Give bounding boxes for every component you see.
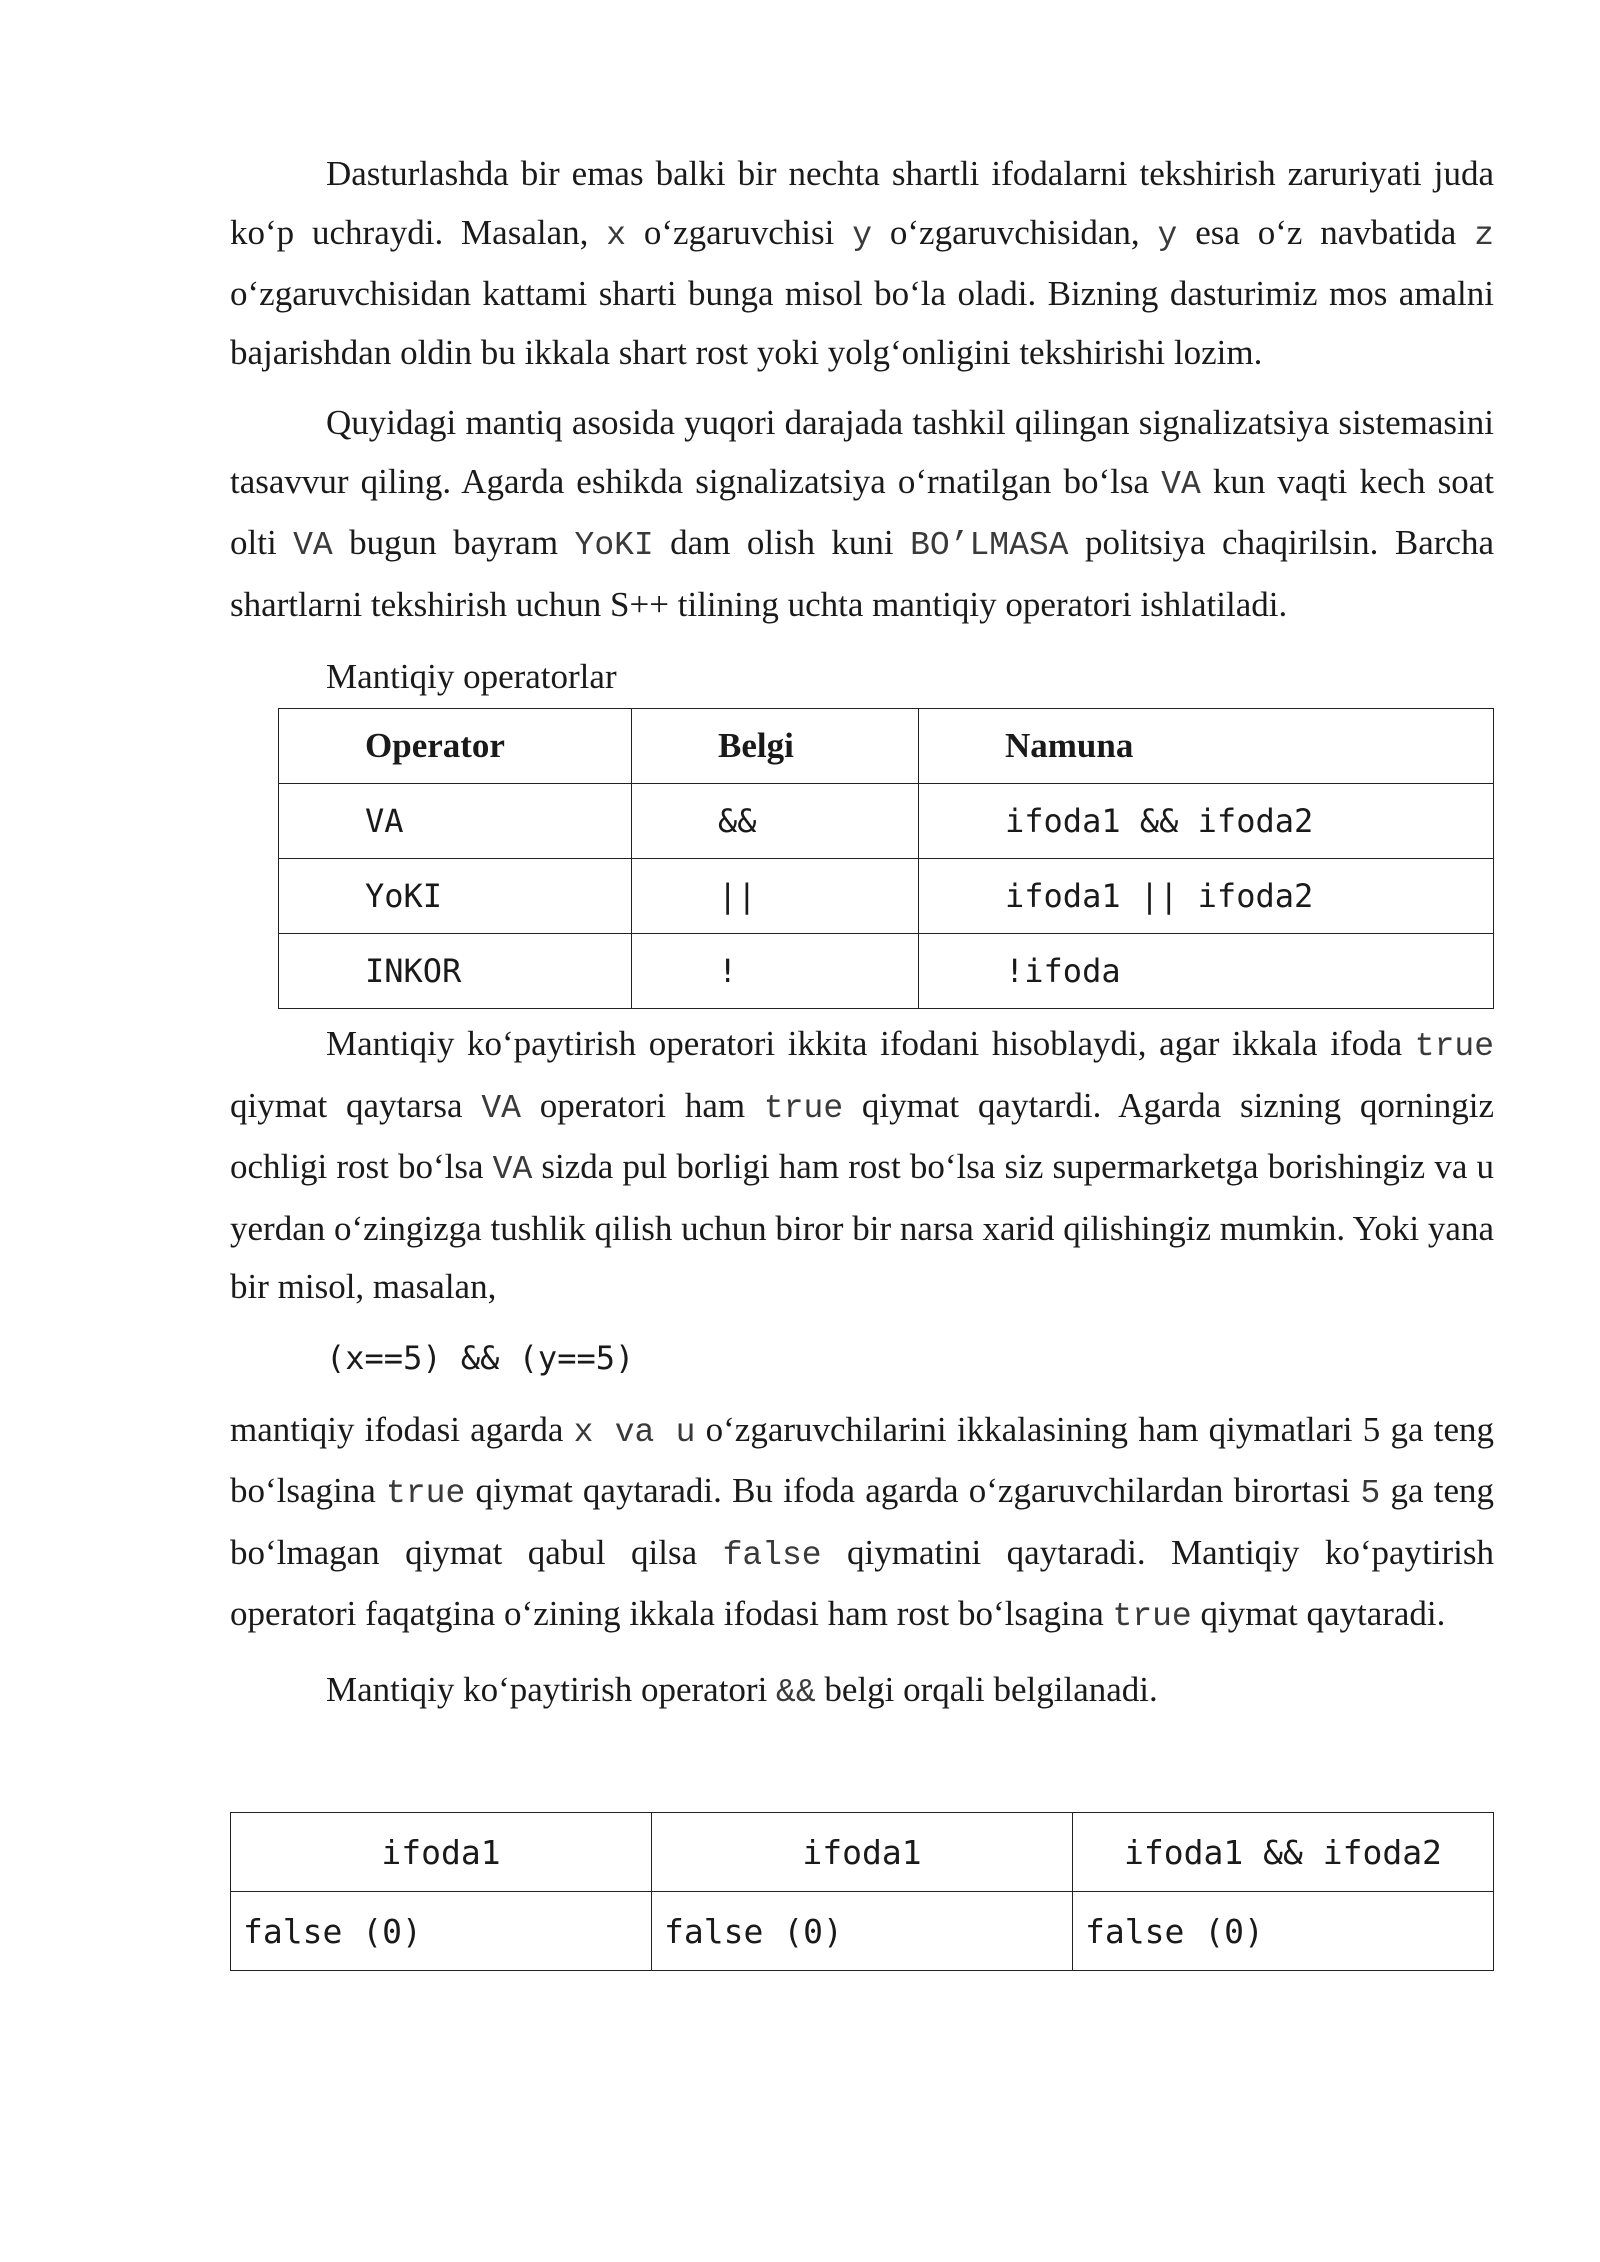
inline-code: true: [1112, 1598, 1192, 1635]
paragraph-alarm-example: [230, 394, 1494, 634]
text-run: Mantiqiy ko‘paytirish operatori: [326, 1669, 777, 1709]
inline-code: VA: [481, 1089, 521, 1127]
paragraph-and-symbol: [230, 1661, 1494, 1723]
inline-code: true: [763, 1089, 844, 1127]
table-header-cell: ifoda1 && ifoda2: [1073, 1813, 1494, 1892]
text-run: qiymat qaytaradi.: [1191, 1594, 1446, 1633]
inline-code: VA: [492, 1151, 533, 1188]
paragraph-and-operator: [230, 1015, 1494, 1317]
code-example: (x==5) && (y==5): [326, 1338, 635, 1377]
table-header-row: [279, 709, 1494, 784]
table-cell: YoKI: [279, 859, 632, 934]
text-run: qiymat qaytardi. Agarda sizning qorningiz ochligi rost bo‘lsa: [230, 1085, 1494, 1186]
table-cell: ifoda1 && ifoda2: [919, 784, 1494, 859]
table-cell: &&: [632, 784, 919, 859]
text-run: o‘zgaruvchisidan kattami sharti bunga misol bo‘la oladi. Bizning dasturimiz mos amalni bajarishdan oldin bu ikkala shart rost yoki yolg‘onligini tekshirishi lozim.: [230, 274, 1494, 372]
inline-code: x va u: [573, 1413, 696, 1451]
document-page: [230, 145, 1494, 1971]
table-cell: !ifoda: [919, 934, 1494, 1009]
inline-code: false: [722, 1536, 822, 1574]
text-run: ga teng bo‘lmagan qiymat qabul qilsa: [230, 1471, 1495, 1572]
text-run: o‘zgaruvchisi: [626, 212, 853, 252]
text-run: Dasturlashda bir emas balki bir nechta shartli ifodalarni tekshirish zaruriyati juda ko‘p uchraydi. Masalan,: [230, 154, 1494, 252]
paragraph-expression-explanation: [230, 1401, 1494, 1647]
text-run: dam olish kuni: [653, 523, 911, 562]
inline-code: 5: [1360, 1475, 1381, 1512]
operators-table: [278, 708, 1494, 1009]
text-run: Mantiqiy ko‘paytirish operatori ikkita ifodani hisoblaydi, agar ikkala ifoda: [326, 1024, 1415, 1063]
table-header-cell: Belgi: [632, 709, 919, 784]
inline-code: x: [606, 216, 627, 254]
text-run: esa o‘z navbatida: [1177, 212, 1475, 252]
table-cell: false (0): [652, 1892, 1073, 1971]
inline-code: YoKI: [574, 527, 654, 564]
text-run: belgi orqali belgilanadi.: [815, 1669, 1158, 1709]
text-run: o‘zgaruvchisidan,: [872, 212, 1158, 252]
text-run: o‘zgaruvchilarini ikkalasining ham qiymatlari 5 ga teng bo‘lsagina: [230, 1409, 1494, 1510]
text-run: politsiya chaqirilsin. Barcha shartlarni tekshirish uchun S++ tilining uchta mantiqiy operatori ishlatiladi.: [230, 523, 1494, 624]
paragraph-intro: [230, 145, 1494, 382]
inline-code: z: [1474, 216, 1494, 254]
table-header-cell: ifoda1: [652, 1813, 1073, 1892]
table-cell: !: [632, 934, 919, 1009]
text-run: qiymat qaytaradi. Bu ifoda agarda o‘zgaruvchilardan birortasi: [465, 1471, 1361, 1510]
text-run: kun vaqti kech soat olti: [230, 461, 1495, 562]
table-cell: ||: [632, 859, 919, 934]
table-cell: false (0): [1073, 1892, 1494, 1971]
table-header-cell: Namuna: [919, 709, 1494, 784]
inline-code: BO’LMASA: [910, 527, 1069, 564]
inline-code: VA: [1161, 465, 1201, 503]
text-run: qiymatini qaytaradi. Mantiqiy ko‘paytirish operatori faqatgina o‘zining ikkala ifodasi ham rost bo‘lsagina: [230, 1532, 1494, 1633]
table-row: [279, 784, 1494, 859]
text-run: sizda pul borligi ham rost bo‘lsa siz supermarketga borishingiz va u yerdan o‘zingizga tushlik qilish uchun biror bir narsa xarid qilishingiz mumkin. Yoki yana bir misol, masalan,: [230, 1147, 1494, 1306]
table-cell: false (0): [231, 1892, 652, 1971]
text-run: Quyidagi mantiq asosida yuqori darajada tashkil qilingan signalizatsiya sistemasini tasavvur qiling. Agarda eshikda signalizatsiya o‘rnatilgan bo‘lsa: [230, 403, 1494, 501]
table-cell: INKOR: [279, 934, 632, 1009]
table-header-cell: Operator: [279, 709, 632, 784]
table-header-cell: ifoda1: [231, 1813, 652, 1892]
table-row: [279, 934, 1494, 1009]
inline-code: true: [1414, 1028, 1494, 1065]
table-cell: ifoda1 || ifoda2: [919, 859, 1494, 934]
truth-table: [230, 1812, 1494, 1971]
inline-code: true: [386, 1475, 466, 1512]
text-run: operatori ham: [520, 1085, 764, 1125]
table-cell: VA: [279, 784, 632, 859]
table-row: [231, 1892, 1494, 1971]
table-header-row: [231, 1813, 1494, 1892]
inline-code: y: [852, 216, 873, 254]
table-caption: Mantiqiy operatorlar: [326, 657, 617, 696]
table-row: [279, 859, 1494, 934]
inline-code: y: [1157, 216, 1178, 254]
inline-code: VA: [293, 527, 333, 564]
text-run: qiymat qaytarsa: [230, 1085, 482, 1125]
text-run: mantiqiy ifodasi agarda: [230, 1409, 574, 1449]
text-run: bugun bayram: [332, 523, 575, 562]
inline-code: &&: [776, 1673, 816, 1711]
